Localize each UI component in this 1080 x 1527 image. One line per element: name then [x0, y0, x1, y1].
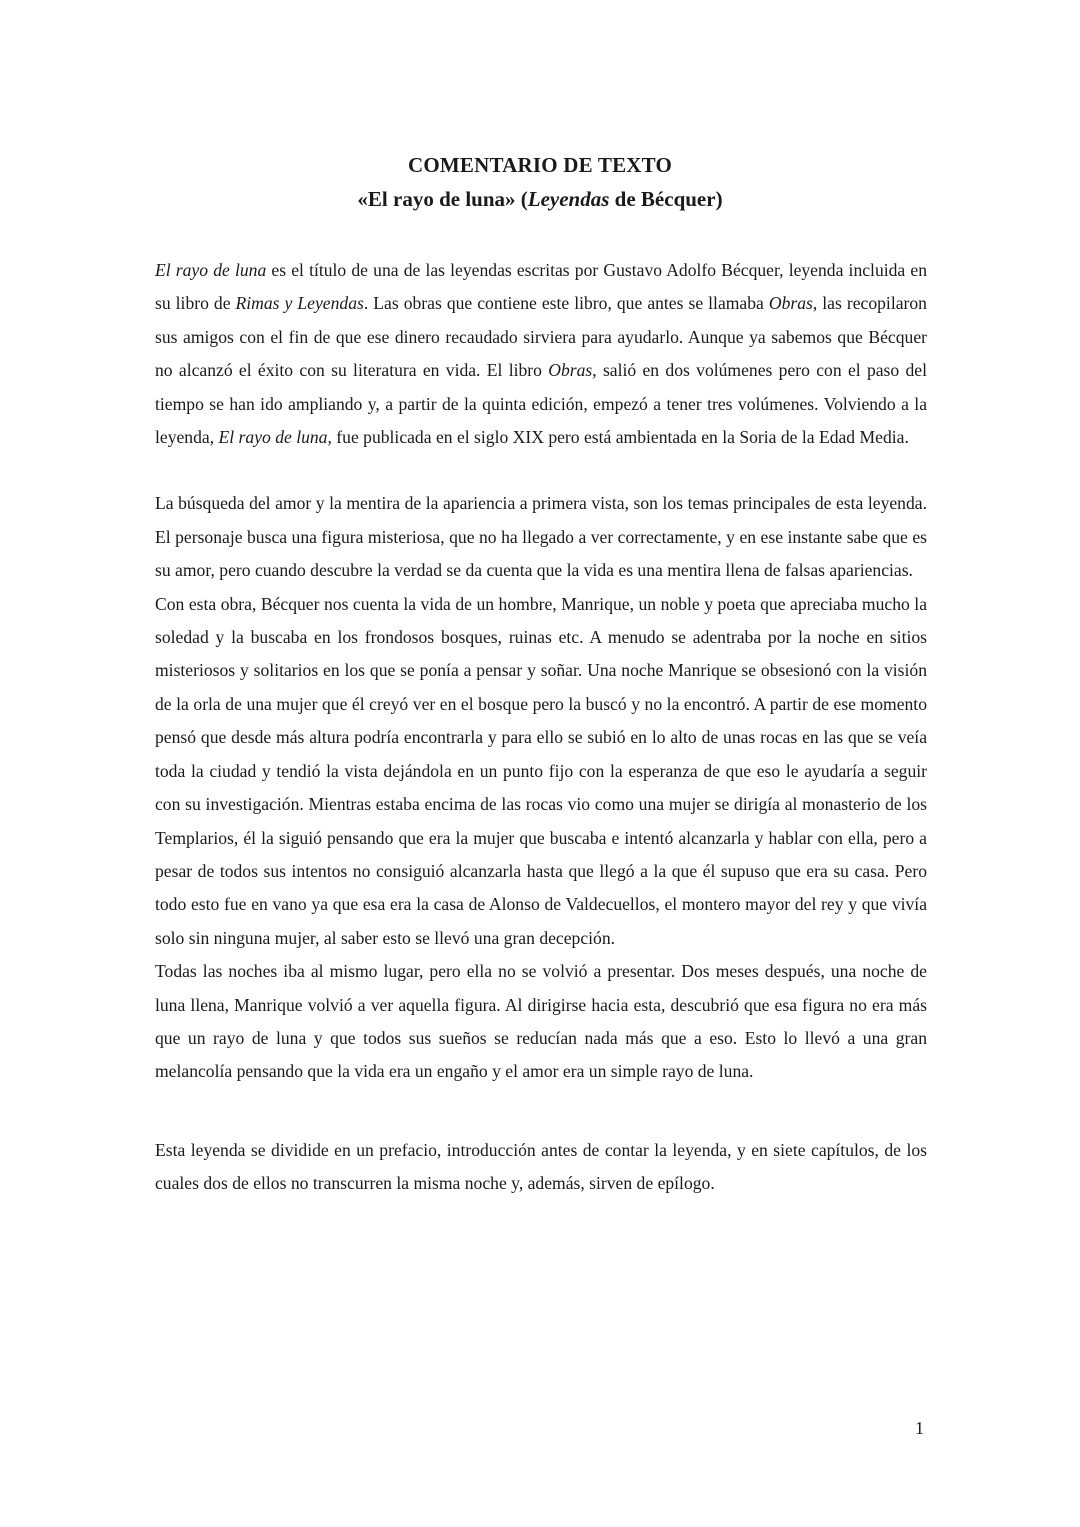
- paragraph-3: Con esta obra, Bécquer nos cuenta la vida de un hombre, Manrique, un noble y poeta que apreciaba mucho la soledad y la buscaba en los frondosos bosques, ruinas etc. A menudo se adentraba por la noche en sitios misteriosos y solitarios en los que se ponía a pensar y soñar. Una noche Manrique se obsesionó con la visión de la orla de una mujer que él creyó ver en el bosque pero la buscó y no la encontró. A partir de ese momento pensó que desde más altura podría encontrarla y para ello se subió en lo alto de unas rocas en las que se veía toda la ciudad y tendió la vista dejándola en un punto fijo con la esperanza de que eso le ayudaría a seguir con su investigación. Mientras estaba encima de las rocas vio como una mujer se dirigía al monasterio de los Templarios, él la siguió pensando que era la mujer que buscaba e intentó alcanzarla y hablar con ella, pero a pesar de todos sus intentos no consiguió alcanzarla hasta que llegó a la que él supuso que era su casa. Pero todo esto fue en vano ya que esa era la casa de Alonso de Valdecuellos, el montero mayor del rey y que vivía solo sin ninguna mujer, al saber esto se llevó una gran decepción.: [155, 593, 927, 948]
- subtitle-italic: Leyendas: [527, 187, 610, 211]
- paragraph-1: [155, 254, 927, 454]
- page-number: 1: [915, 1418, 924, 1438]
- p1-italic-3: Obras: [768, 293, 813, 314]
- p1-text-5: fue publicada en el siglo XIX pero está ambientada en la Soria de la Edad Media.: [331, 427, 909, 448]
- p1-text-1: es el título de una de las leyendas escritas por Gustavo Adolfo Bécquer, leyenda incluida en su libro de: [155, 260, 927, 314]
- subtitle-part1: «El rayo de luna» (: [357, 187, 528, 211]
- p1-italic-5: El rayo de luna,: [218, 427, 332, 448]
- paragraph-4: Todas las noches iba al mismo lugar, pero ella no se volvió a presentar. Dos meses después, una noche de luna llena, Manrique volvió a ver aquella figura. Al dirigirse hacia esta, descubrió que esa figura no era más que un rayo de luna y que todos sus sueños se reducían nada más que a eso. Esto lo llevó a una gran melancolía pensando que la vida era un engaño y el amor era un simple rayo de luna.: [155, 961, 927, 1082]
- paragraph-2: La búsqueda del amor y la mentira de la apariencia a primera vista, son los temas principales de esta leyenda. El personaje busca una figura misteriosa, que no ha llegado a ver correctamente, y en ese instante sabe que es su amor, pero cuando descubre la verdad se da cuenta que la vida es una mentira llena de falsas apariencias.: [155, 493, 927, 581]
- p1-text-4: , salió en dos volúmenes pero con el paso del tiempo se han ido ampliando y, a partir de la quinta edición, empezó a tener tres volúmenes. Volviendo a la leyenda,: [155, 360, 927, 448]
- paragraph-5: Esta leyenda se dividide en un prefacio, introducción antes de contar la leyenda, y en siete capítulos, de los cuales dos de ellos no transcurren la misma noche y, además, sirven de epílogo.: [155, 1139, 927, 1194]
- p1-italic-1: El rayo de luna: [155, 260, 267, 280]
- title-block: [0, 148, 1080, 216]
- document-subtitle: [0, 182, 1080, 216]
- subtitle-part2: de Bécquer): [609, 187, 723, 211]
- document-body: [155, 254, 927, 1201]
- p1-italic-4: Obras: [548, 360, 593, 381]
- p1-text-3: , las recopilaron sus amigos con el fin de que ese dinero recaudado sirviera para ayudarlo. Aunque ya sabemos que Bécquer no alcanzó el éxito con su literatura en vida. El libro: [155, 293, 927, 381]
- p1-text-2: . Las obras que contiene este libro, que antes se llamaba: [363, 293, 769, 314]
- p1-italic-2: Rimas y Leyendas: [235, 293, 364, 314]
- document-title: COMENTARIO DE TEXTO: [407, 153, 672, 177]
